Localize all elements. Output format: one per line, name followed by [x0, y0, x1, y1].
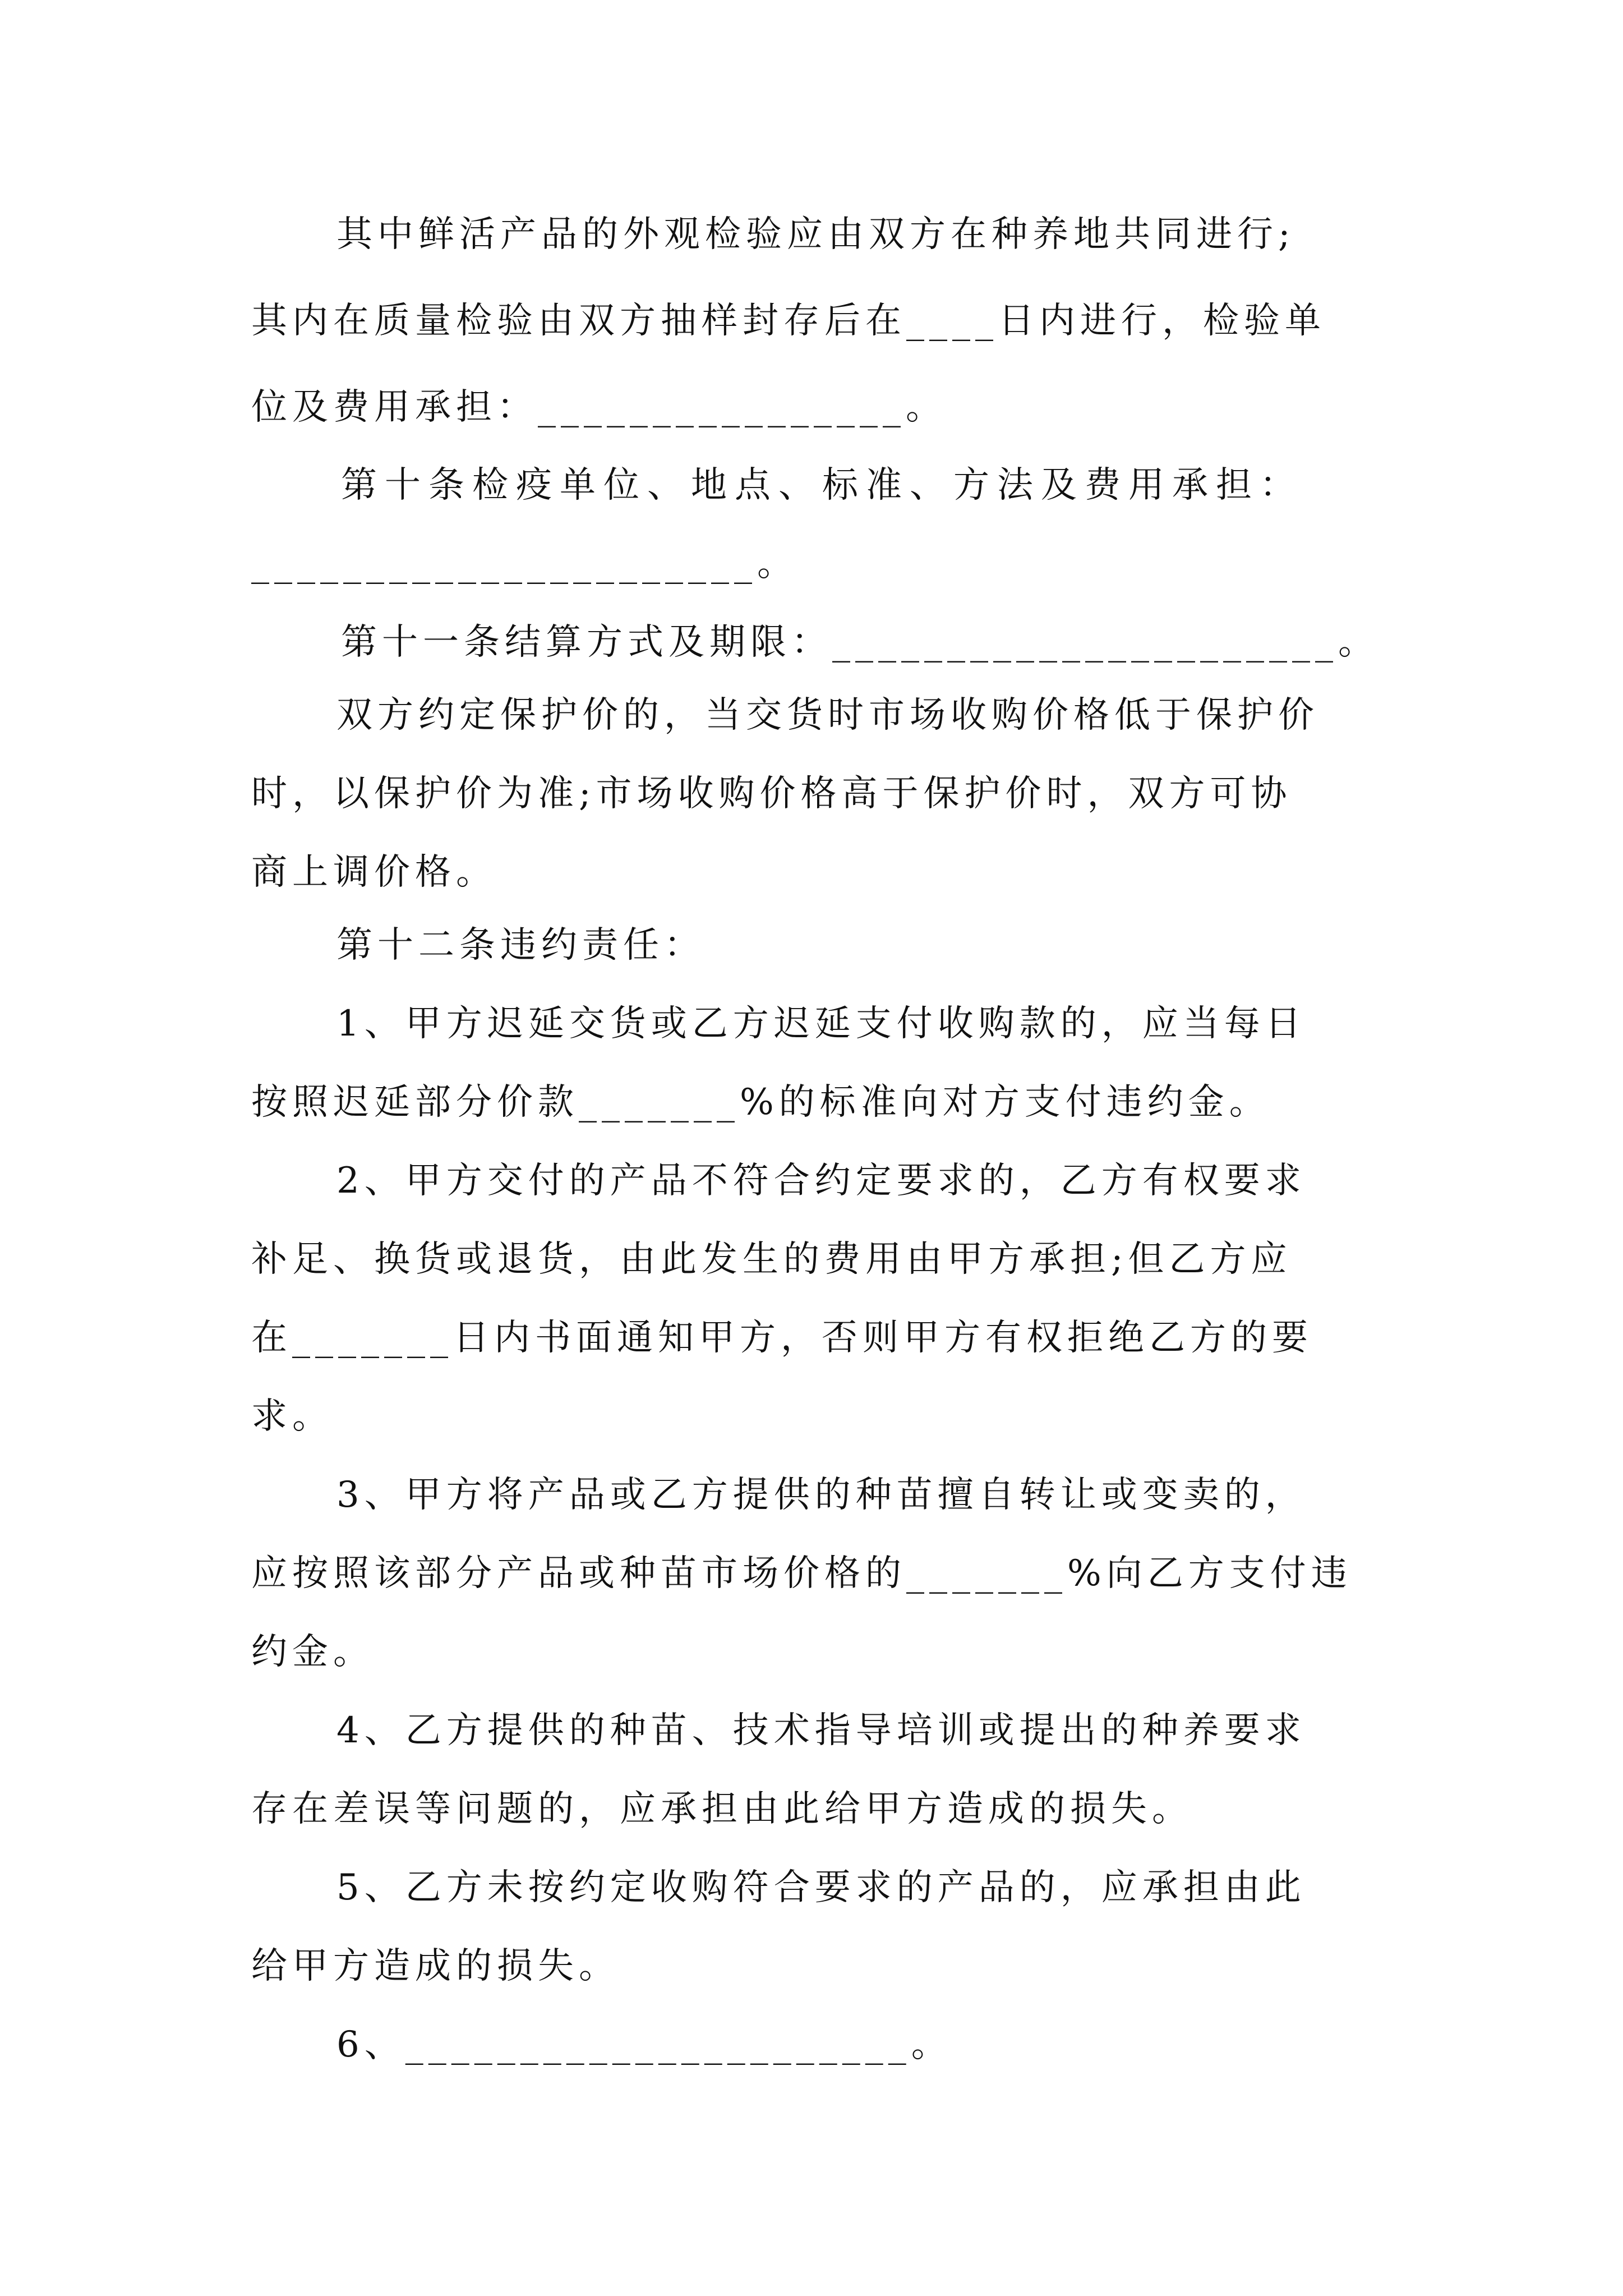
- text-line: 时，以保护价为准;市场收购价格高于保护价时，双方可协: [251, 773, 1292, 815]
- text-line: 应按照该部分产品或种苗市场价格的_______%向乙方支付违: [251, 1553, 1352, 1594]
- text-line: 在_______日内书面通知甲方，否则甲方有权拒绝乙方的要: [251, 1317, 1313, 1359]
- text-line: 5、乙方未按约定收购符合要求的产品的，应承担由此: [336, 1867, 1306, 1908]
- text-line: 商上调价格。: [251, 852, 497, 893]
- text-line: 其内在质量检验由双方抽样封存后在____日内进行，检验单: [251, 300, 1326, 342]
- text-line: 按照迟延部分价款_______%的标准向对方支付违约金。: [251, 1082, 1270, 1123]
- text-line: ______________________。: [251, 543, 798, 585]
- text-line: 1、甲方迟延交货或乙方迟延支付收购款的，应当每日: [336, 1003, 1306, 1045]
- text-line: 存在差误等问题的，应承担由此给甲方造成的损失。: [251, 1788, 1193, 1830]
- section-heading: 第十二条违约责任：: [336, 924, 705, 966]
- text-line: 其中鲜活产品的外观检验应由双方在种养地共同进行;: [336, 214, 1295, 255]
- text-line: 补足、换货或退货，由此发生的费用由甲方承担;但乙方应: [251, 1239, 1292, 1280]
- text-line: 6、______________________。: [336, 2024, 952, 2065]
- section-heading: 第十一条结算方式及期限：______________________。: [341, 622, 1379, 663]
- text-line: 约金。: [251, 1631, 374, 1673]
- text-line: 位及费用承担：________________。: [251, 386, 947, 428]
- text-line: 给甲方造成的损失。: [251, 1945, 620, 1987]
- section-heading: 第十条检疫单位、地点、标准、方法及费用承担：: [341, 464, 1303, 506]
- text-line: 2、甲方交付的产品不符合约定要求的，乙方有权要求: [336, 1160, 1306, 1202]
- text-line: 双方约定保护价的，当交货时市场收购价格低于保护价: [336, 694, 1319, 736]
- text-line: 3、甲方将产品或乙方提供的种苗擅自转让或变卖的，: [336, 1474, 1306, 1516]
- text-line: 4、乙方提供的种苗、技术指导培训或提出的种养要求: [336, 1710, 1306, 1751]
- text-line: 求。: [251, 1396, 333, 1437]
